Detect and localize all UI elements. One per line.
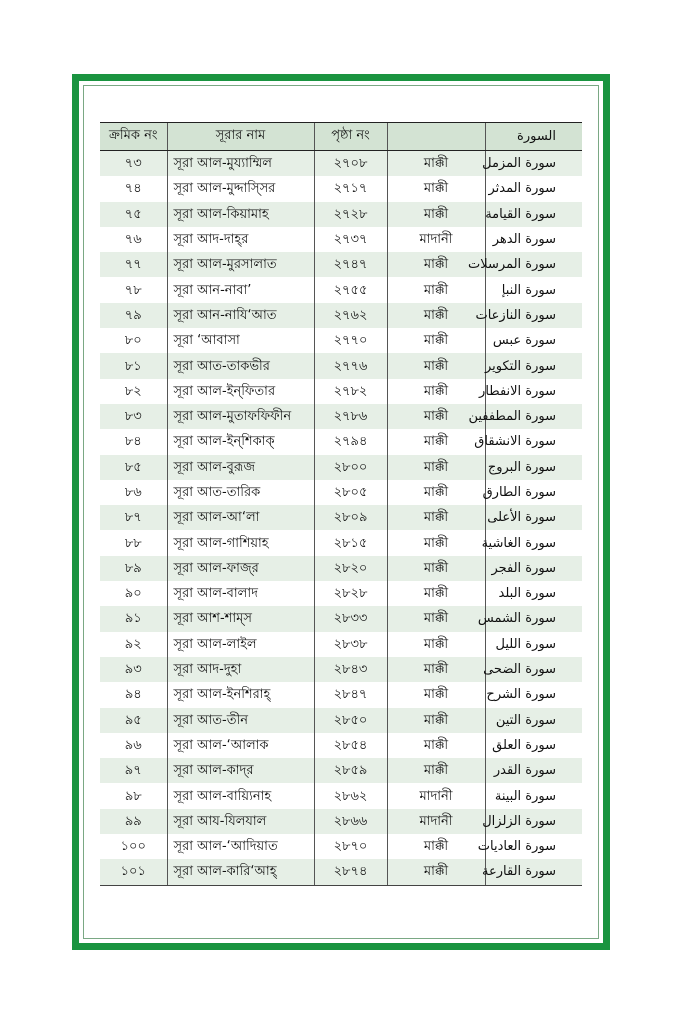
arabic-name-cell: سورة عبس [485, 328, 582, 353]
arabic-name-cell: سورة الانفطار [485, 379, 582, 404]
page-number-cell: ২৮০৫ [314, 480, 387, 505]
surah-name-cell: সূরা ‘আবাসা [167, 328, 314, 353]
revelation-type-cell: মাক্কী [387, 682, 485, 707]
surah-name-cell: সূরা আল-ইনশিরাহ্ [167, 682, 314, 707]
serial-number-cell: ৮৩ [100, 404, 167, 429]
surah-name-cell: সূরা আন-নাবা’ [167, 277, 314, 302]
page-number-cell: ২৮৪৭ [314, 682, 387, 707]
header-surah-name: সূরার নাম [167, 123, 314, 151]
serial-number-cell: ৭৮ [100, 277, 167, 302]
page-number-cell: ২৮২০ [314, 556, 387, 581]
revelation-type-cell: মাক্কী [387, 859, 485, 885]
revelation-type-cell: মাক্কী [387, 202, 485, 227]
revelation-type-cell: মাক্কী [387, 530, 485, 555]
surah-name-cell: সূরা আল-লাইল [167, 632, 314, 657]
arabic-name-cell: سورة العاديات [485, 834, 582, 859]
serial-number-cell: ১০১ [100, 859, 167, 885]
revelation-type-cell: মাক্কী [387, 303, 485, 328]
revelation-type-cell: মাক্কী [387, 708, 485, 733]
serial-number-cell: ৭৬ [100, 227, 167, 252]
table-row [100, 353, 582, 378]
table-row [100, 455, 582, 480]
table-row [100, 227, 582, 252]
surah-name-cell: সূরা আয-যিলযাল [167, 809, 314, 834]
arabic-name-cell: سورة البلد [485, 581, 582, 606]
surah-name-cell: সূরা আল-ফাজ্‌র [167, 556, 314, 581]
surah-name-cell: সূরা আল-মুয্যাম্মিল [167, 151, 314, 177]
table-header-row [100, 123, 582, 151]
page-number-cell: ২৮৬২ [314, 783, 387, 808]
table-row [100, 429, 582, 454]
surah-name-cell: সূরা আল-কারি‘আহ্ [167, 859, 314, 885]
revelation-type-cell: মাক্কী [387, 353, 485, 378]
revelation-type-cell: মাক্কী [387, 606, 485, 631]
table-row [100, 606, 582, 631]
table-row [100, 708, 582, 733]
surah-name-cell: সূরা আল-গাশিয়াহ [167, 530, 314, 555]
arabic-name-cell: سورة المرسلات [485, 252, 582, 277]
table-row [100, 151, 582, 177]
serial-number-cell: ৮৯ [100, 556, 167, 581]
surah-name-cell: সূরা আল-‘আদিয়াত [167, 834, 314, 859]
serial-number-cell: ৮৭ [100, 505, 167, 530]
page-number-cell: ২৮২৮ [314, 581, 387, 606]
table-row [100, 581, 582, 606]
arabic-name-cell: سورة الليل [485, 632, 582, 657]
arabic-name-cell: سورة الأعلى [485, 505, 582, 530]
arabic-name-cell: سورة الشمس [485, 606, 582, 631]
serial-number-cell: ৮৪ [100, 429, 167, 454]
revelation-type-cell: মাদানী [387, 809, 485, 834]
table-row [100, 480, 582, 505]
arabic-name-cell: سورة العلق [485, 733, 582, 758]
arabic-name-cell: سورة الطارق [485, 480, 582, 505]
page-number-cell: ২৭৭৬ [314, 353, 387, 378]
page-number-cell: ২৮৩৩ [314, 606, 387, 631]
table-row [100, 657, 582, 682]
revelation-type-cell: মাক্কী [387, 758, 485, 783]
arabic-name-cell: سورة البينة [485, 783, 582, 808]
surah-name-cell: সূরা আল-ইন্‌শিকাক্ [167, 429, 314, 454]
page-number-cell: ২৮৬৬ [314, 809, 387, 834]
serial-number-cell: ১০০ [100, 834, 167, 859]
serial-number-cell: ৯৬ [100, 733, 167, 758]
revelation-type-cell: মাক্কী [387, 455, 485, 480]
header-revelation [387, 123, 485, 151]
header-arabic: السورة [485, 123, 582, 151]
revelation-type-cell: মাক্কী [387, 328, 485, 353]
table-row [100, 252, 582, 277]
revelation-type-cell: মাক্কী [387, 252, 485, 277]
serial-number-cell: ৮৫ [100, 455, 167, 480]
surah-name-cell: সূরা আল-মুরসালাত [167, 252, 314, 277]
surah-name-cell: সূরা আল-মুদ্দাস্সির [167, 176, 314, 201]
revelation-type-cell: মাক্কী [387, 379, 485, 404]
revelation-type-cell: মাক্কী [387, 429, 485, 454]
revelation-type-cell: মাক্কী [387, 404, 485, 429]
surah-name-cell: সূরা আন-নাযি‘আত [167, 303, 314, 328]
revelation-type-cell: মাদানী [387, 783, 485, 808]
revelation-type-cell: মাক্কী [387, 277, 485, 302]
surah-name-cell: সূরা আল-কিয়ামাহ [167, 202, 314, 227]
table-row [100, 505, 582, 530]
table-row [100, 682, 582, 707]
revelation-type-cell: মাক্কী [387, 176, 485, 201]
page-number-cell: ২৮৫৪ [314, 733, 387, 758]
page-number-cell: ২৭৬২ [314, 303, 387, 328]
table-row [100, 758, 582, 783]
surah-name-cell: সূরা আল-আ‘লা [167, 505, 314, 530]
surah-name-cell: সূরা আল-বালাদ [167, 581, 314, 606]
page-number-cell: ২৮৭৪ [314, 859, 387, 885]
serial-number-cell: ৭৪ [100, 176, 167, 201]
table-row [100, 303, 582, 328]
arabic-name-cell: سورة التكوير [485, 353, 582, 378]
table-row [100, 328, 582, 353]
arabic-name-cell: سورة القيامة [485, 202, 582, 227]
serial-number-cell: ৭৫ [100, 202, 167, 227]
table-row [100, 859, 582, 885]
surah-name-cell: সূরা আল-মুতাফফিফীন [167, 404, 314, 429]
arabic-name-cell: سورة الزلزال [485, 809, 582, 834]
serial-number-cell: ৮৬ [100, 480, 167, 505]
arabic-name-cell: سورة الدهر [485, 227, 582, 252]
serial-number-cell: ৯১ [100, 606, 167, 631]
page-number-cell: ২৮৫০ [314, 708, 387, 733]
arabic-name-cell: سورة المزمل [485, 151, 582, 177]
table-row [100, 733, 582, 758]
arabic-name-cell: سورة البروج [485, 455, 582, 480]
serial-number-cell: ৯৮ [100, 783, 167, 808]
revelation-type-cell: মাদানী [387, 227, 485, 252]
serial-number-cell: ৮৮ [100, 530, 167, 555]
surah-name-cell: সূরা আশ-শাম্‌স [167, 606, 314, 631]
arabic-name-cell: سورة الشرح [485, 682, 582, 707]
serial-number-cell: ৮২ [100, 379, 167, 404]
serial-number-cell: ৯৪ [100, 682, 167, 707]
page-number-cell: ২৭১৭ [314, 176, 387, 201]
page-number-cell: ২৭৫৫ [314, 277, 387, 302]
revelation-type-cell: মাক্কী [387, 556, 485, 581]
serial-number-cell: ৯৭ [100, 758, 167, 783]
surah-index-table [100, 122, 582, 886]
revelation-type-cell: মাক্কী [387, 151, 485, 177]
page-number-cell: ২৮০০ [314, 455, 387, 480]
serial-number-cell: ৮০ [100, 328, 167, 353]
table-row [100, 809, 582, 834]
serial-number-cell: ৯৯ [100, 809, 167, 834]
page-number-cell: ২৭৮৬ [314, 404, 387, 429]
surah-name-cell: সূরা আল-‘আলাক [167, 733, 314, 758]
page-number-cell: ২৮৫৯ [314, 758, 387, 783]
surah-name-cell: সূরা আত-তাকভীর [167, 353, 314, 378]
page-number-cell: ২৮৩৮ [314, 632, 387, 657]
page-number-cell: ২৭৩৭ [314, 227, 387, 252]
revelation-type-cell: মাক্কী [387, 834, 485, 859]
page-number-cell: ২৭০৮ [314, 151, 387, 177]
table-row [100, 530, 582, 555]
serial-number-cell: ৯০ [100, 581, 167, 606]
arabic-name-cell: سورة القارعة [485, 859, 582, 885]
table-row [100, 632, 582, 657]
arabic-name-cell: سورة النبإ [485, 277, 582, 302]
page-number-cell: ২৭৭০ [314, 328, 387, 353]
page-number-cell: ২৮৭০ [314, 834, 387, 859]
arabic-name-cell: سورة النازعات [485, 303, 582, 328]
table-row [100, 834, 582, 859]
serial-number-cell: ৮১ [100, 353, 167, 378]
surah-name-cell: সূরা আত-তারিক [167, 480, 314, 505]
table-row [100, 783, 582, 808]
serial-number-cell: ৭৯ [100, 303, 167, 328]
surah-name-cell: সূরা আত-তীন [167, 708, 314, 733]
header-serial: ক্রমিক নং [100, 123, 167, 151]
arabic-name-cell: سورة التين [485, 708, 582, 733]
arabic-name-cell: سورة الضحى [485, 657, 582, 682]
revelation-type-cell: মাক্কী [387, 632, 485, 657]
table-body [100, 151, 582, 886]
page-number-cell: ২৭৪৭ [314, 252, 387, 277]
surah-name-cell: সূরা আদ-দুহা [167, 657, 314, 682]
surah-name-cell: সূরা আদ-দাহ্‌র [167, 227, 314, 252]
table-row [100, 202, 582, 227]
surah-name-cell: সূরা আল-বুরূজ [167, 455, 314, 480]
arabic-name-cell: سورة الانشقاق [485, 429, 582, 454]
arabic-name-cell: سورة القدر [485, 758, 582, 783]
page-number-cell: ২৭২৮ [314, 202, 387, 227]
revelation-type-cell: মাক্কী [387, 581, 485, 606]
header-page-no: পৃষ্ঠা নং [314, 123, 387, 151]
table-row [100, 176, 582, 201]
table-row [100, 404, 582, 429]
surah-name-cell: সূরা আল-বায়্যিনাহ [167, 783, 314, 808]
table-row [100, 379, 582, 404]
serial-number-cell: ৯৩ [100, 657, 167, 682]
arabic-name-cell: سورة المدثر [485, 176, 582, 201]
page-number-cell: ২৮৪৩ [314, 657, 387, 682]
revelation-type-cell: মাক্কী [387, 480, 485, 505]
surah-name-cell: সূরা আল-কাদ্‌র [167, 758, 314, 783]
page-number-cell: ২৭৮২ [314, 379, 387, 404]
revelation-type-cell: মাক্কী [387, 733, 485, 758]
arabic-name-cell: سورة الغاشية [485, 530, 582, 555]
revelation-type-cell: মাক্কী [387, 657, 485, 682]
serial-number-cell: ৯৫ [100, 708, 167, 733]
page-number-cell: ২৭৯৪ [314, 429, 387, 454]
arabic-name-cell: سورة الفجر [485, 556, 582, 581]
serial-number-cell: ৯২ [100, 632, 167, 657]
page-number-cell: ২৮০৯ [314, 505, 387, 530]
page-number-cell: ২৮১৫ [314, 530, 387, 555]
serial-number-cell: ৭৩ [100, 151, 167, 177]
table-row [100, 556, 582, 581]
serial-number-cell: ৭৭ [100, 252, 167, 277]
revelation-type-cell: মাক্কী [387, 505, 485, 530]
table-row [100, 277, 582, 302]
surah-name-cell: সূরা আল-ইন্‌ফিতার [167, 379, 314, 404]
arabic-name-cell: سورة المطففين [485, 404, 582, 429]
